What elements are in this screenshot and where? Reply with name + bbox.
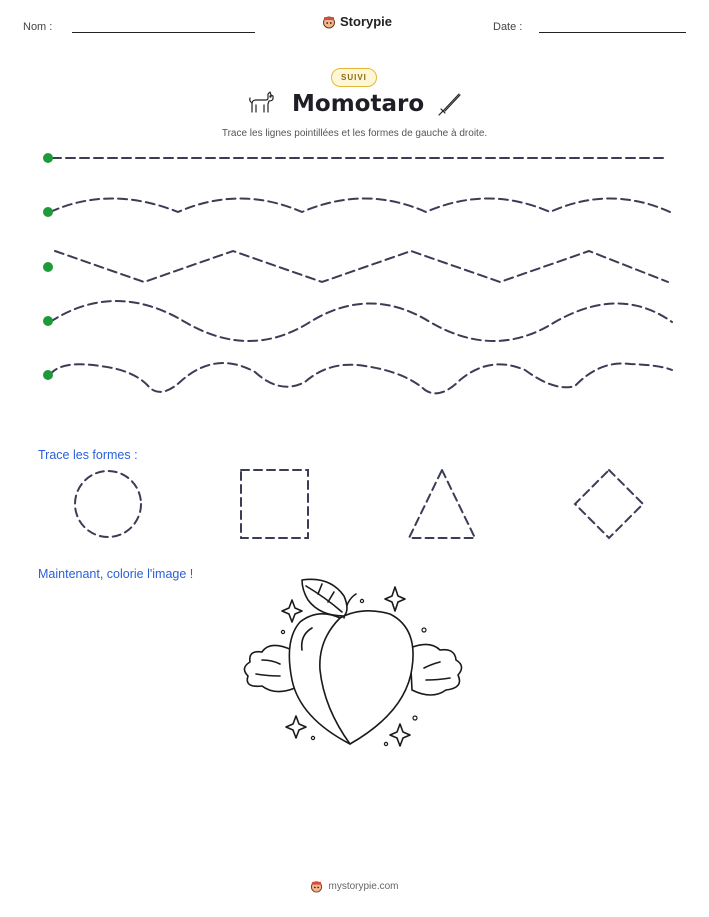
footer-site-link[interactable]: mystorypie.com (328, 881, 399, 892)
page-title: Momotaro (292, 91, 425, 117)
shape-square[interactable] (241, 470, 308, 538)
instructions: Trace les lignes pointillées et les formes de gauche à droite. (221, 128, 488, 139)
name-label: Nom : (23, 21, 53, 33)
footer (0, 880, 709, 893)
shape-diamond[interactable] (575, 470, 643, 538)
date-label: Date : (493, 21, 523, 33)
start-dot (43, 316, 53, 326)
sword-icon (435, 90, 463, 118)
level-badge: SUIVI (331, 68, 377, 87)
shapes-row (0, 460, 709, 545)
storypie-mascot-icon (310, 880, 323, 893)
date-field-line[interactable] (539, 32, 686, 33)
tracing-line-bumpy-wave[interactable] (50, 363, 672, 393)
coloring-heading: Maintenant, colorie l'image ! (38, 567, 194, 581)
brand-logo (322, 14, 392, 29)
dog-icon (246, 88, 276, 118)
start-dot (43, 207, 53, 217)
storypie-mascot-icon (322, 15, 336, 29)
tracing-area (0, 140, 709, 400)
name-field-line[interactable] (72, 32, 255, 33)
peach-coloring-image[interactable] (238, 572, 470, 752)
brand-name: Storypie (340, 14, 393, 29)
start-dot (43, 370, 53, 380)
shape-circle[interactable] (75, 471, 141, 537)
shapes-heading: Trace les formes : (38, 448, 138, 462)
start-dot (43, 153, 53, 163)
start-dot (43, 262, 53, 272)
tracing-line-zigzag[interactable] (55, 251, 668, 282)
tracing-line-gentle-wave[interactable] (50, 199, 670, 213)
tracing-line-wave[interactable] (50, 301, 672, 341)
shape-triangle[interactable] (409, 470, 475, 538)
